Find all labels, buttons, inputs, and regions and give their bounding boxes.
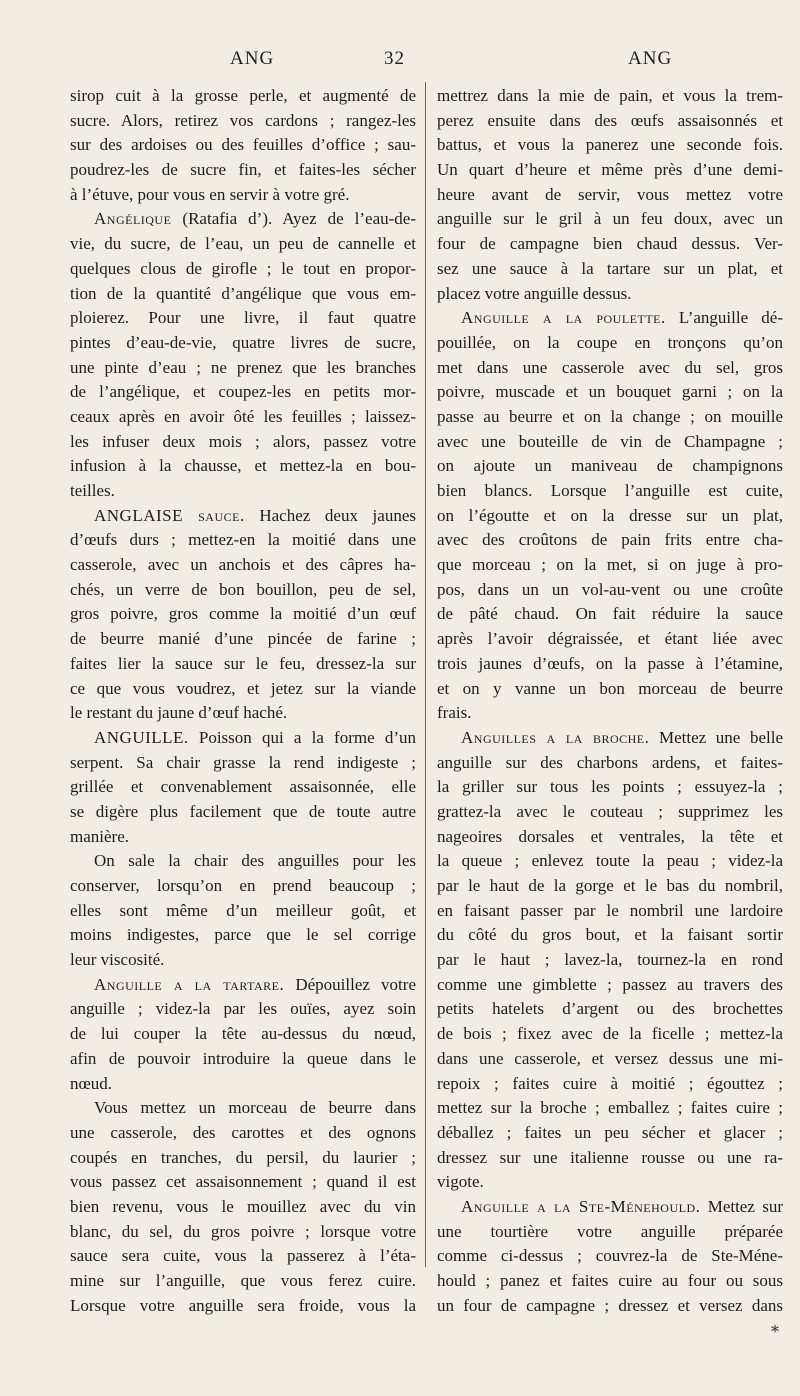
line-text: mine sur l’anguille, que vous ferez cuire. <box>70 1271 416 1290</box>
entry-heading: ANGUILLE. <box>94 727 189 747</box>
line-text: ceaux après en avoir ôté les feuilles ; laissez- <box>70 406 416 426</box>
line-text: à l’étuve, pour vous en servir à votre gré. <box>70 184 350 204</box>
line-text: mettrez dans la mie de pain, et vous la trem- <box>437 86 783 105</box>
line-text: le restant du jaune d’œuf haché. <box>70 703 288 723</box>
line-text: on l’égoutte et on la dresse sur un plat, <box>437 505 783 525</box>
text-line <box>70 553 416 578</box>
text-line <box>437 1146 783 1171</box>
line-text: d’œufs durs ; mettez-en la moitié dans une <box>70 530 416 550</box>
text-line <box>437 825 783 850</box>
line-text: On sale la chair des anguilles pour les <box>94 851 416 871</box>
text-line <box>437 183 783 208</box>
line-text: vous passez cet assaisonnement ; quand il est <box>70 1172 416 1192</box>
line-text: par le haut de la gorge et le bas du nombril, <box>437 876 783 895</box>
line-text: placez votre anguille dessus. <box>437 283 632 303</box>
line-text: pos, dans un un vol-au-vent ou une croûte <box>437 579 783 599</box>
line-text: sauce sera cuite, vous la passerez à l’éta- <box>70 1246 416 1266</box>
text-line <box>70 1195 416 1220</box>
line-text: de lui couper la tête au-dessus du nœud, <box>70 1024 416 1044</box>
text-line <box>70 726 416 751</box>
line-text: blanc, du sel, du gros poivre ; lorsque votre <box>70 1221 416 1241</box>
header-right: ANG <box>628 48 673 69</box>
text-line <box>437 454 783 479</box>
text-line <box>437 1121 783 1146</box>
footer-mark: * <box>771 1322 779 1341</box>
text-line <box>70 1244 416 1269</box>
text-line <box>70 504 416 529</box>
entry-heading: Anguille a la tartare. <box>94 974 285 994</box>
line-text: vie, du sucre, de l’eau, un peu de cannelle et <box>70 234 416 254</box>
text-line <box>70 849 416 874</box>
text-line <box>70 232 416 257</box>
line-text: mettez sur la broche ; emballez ; faites cuire ; <box>437 1098 783 1118</box>
text-line <box>70 84 416 109</box>
line-text: et on y vanne un bon morceau de beurre <box>437 678 783 698</box>
line-text: anguille sur le gril à un feu doux, avec un <box>437 209 783 229</box>
text-line <box>437 158 783 183</box>
text-line <box>437 973 783 998</box>
text-line <box>70 652 416 677</box>
text-line <box>437 997 783 1022</box>
line-text: bien revenu, vous le mouillez avec du vin <box>70 1196 416 1216</box>
line-text: ce que vous voudrez, et jetez sur la viande <box>70 678 416 698</box>
line-text: après l’avoir dégraissée, et étant liée avec <box>437 629 783 649</box>
line-text: casserole, avec un anchois et des câpres ha- <box>70 555 416 575</box>
line-text: Lorsque votre anguille sera froide, vous la <box>70 1295 416 1315</box>
line-text: chés, un verre de bon bouillon, peu de sel, <box>70 579 416 599</box>
line-text: pintes d’eau-de-vie, quatre livres de sucre, <box>70 332 416 352</box>
line-text: par le haut ; lavez-la, tournez-la en rond <box>437 950 783 970</box>
line-text: une pinte d’eau ; ne prenez que les branches <box>70 357 416 377</box>
text-line <box>437 207 783 232</box>
text-line <box>70 751 416 776</box>
text-line <box>70 701 416 726</box>
entry-heading: Anguilles a la broche. <box>461 727 650 747</box>
line-text: quelques clous de girofle ; le tout en propor- <box>70 258 416 278</box>
line-text: frais. <box>437 703 472 723</box>
line-text: nageoires dorsales et ventrales, la tête et <box>437 826 783 846</box>
text-line <box>437 553 783 578</box>
text-line <box>70 800 416 825</box>
text-line <box>437 528 783 553</box>
text-line <box>437 257 783 282</box>
line-text: infusion à la chausse, et mettez-la en bou- <box>70 456 416 476</box>
text-line <box>70 825 416 850</box>
line-text: comme une gimblette ; passez au travers des <box>437 974 783 994</box>
text-line <box>70 331 416 356</box>
text-line <box>437 282 783 307</box>
entry-heading: Anguille a la poulette. <box>461 308 666 328</box>
line-text: battus, et vous la panerez une seconde fois. <box>437 135 783 155</box>
text-line <box>437 331 783 356</box>
entry-heading: Angélique <box>94 209 172 229</box>
line-text: repoix ; faites cuire à moitié ; égouttez ; <box>437 1073 783 1093</box>
line-text: elles sont même d’un meilleur goût, et <box>70 900 416 920</box>
text-line <box>437 1269 783 1294</box>
line-text: la griller sur tous les points ; essuyez-la ; <box>437 777 783 797</box>
left-column <box>70 84 416 1318</box>
line-text: les infuser deux mois ; alors, passez votre <box>70 431 416 451</box>
text-line <box>70 158 416 183</box>
text-line <box>70 1121 416 1146</box>
text-line <box>437 652 783 677</box>
text-line <box>437 1220 783 1245</box>
text-line <box>437 109 783 134</box>
line-text: comme ci-dessus ; couvrez-la de Ste-Méne- <box>437 1246 783 1266</box>
line-text: conserver, lorsqu’on en prend beaucoup ; <box>70 876 416 895</box>
line-text: manière. <box>70 826 129 846</box>
text-line <box>437 1244 783 1269</box>
line-text: sucre. Alors, retirez vos cardons ; rangez-les <box>70 110 416 130</box>
line-text: passe au beurre et on la change ; on mouille <box>437 406 783 426</box>
text-line <box>70 948 416 973</box>
line-text: sur des ardoises ou des feuilles d’office ; sau- <box>70 135 416 155</box>
text-line <box>70 775 416 800</box>
text-line <box>70 923 416 948</box>
line-text: de l’angélique, et coupez-les en petits mor- <box>70 382 416 402</box>
entry-heading: Anguille a la Ste-Ménehould. <box>461 1196 701 1216</box>
line-text: se digère plus facilement que de toute autre <box>70 801 416 821</box>
line-text: sirop cuit à la grosse perle, et augmenté de <box>70 86 416 105</box>
text-line <box>70 479 416 504</box>
text-line <box>70 1022 416 1047</box>
text-line <box>70 602 416 627</box>
line-text: Un quart d’heure et même près d’une demi- <box>437 160 783 180</box>
text-line <box>70 380 416 405</box>
text-line <box>70 133 416 158</box>
text-line <box>70 997 416 1022</box>
line-text: déballez ; faites un peu sécher et glacer ; <box>437 1122 783 1142</box>
text-line <box>70 1146 416 1171</box>
line-text: teilles. <box>70 481 115 500</box>
line-text: en faisant passer par le nombril une lardoire <box>437 900 783 920</box>
text-line <box>437 923 783 948</box>
text-line <box>70 528 416 553</box>
text-line <box>70 578 416 603</box>
text-line <box>70 356 416 381</box>
line-text: Dépouillez votre <box>284 974 416 994</box>
line-text: bien blancs. Lorsque l’anguille est cuite, <box>437 481 783 500</box>
text-line <box>70 405 416 430</box>
text-line <box>70 899 416 924</box>
text-line <box>437 775 783 800</box>
text-line <box>70 973 416 998</box>
line-text: coupés en tranches, du persil, du laurier ; <box>70 1147 416 1167</box>
text-line <box>70 1047 416 1072</box>
text-line <box>437 356 783 381</box>
line-text: Poisson qui a la forme d’un <box>188 727 416 747</box>
line-text: Hachez deux jaunes <box>244 505 416 525</box>
text-line <box>70 430 416 455</box>
line-text: petits hatelets d’argent ou des brochettes <box>437 999 783 1019</box>
text-line <box>437 380 783 405</box>
line-text: anguille sur des charbons ardens, et faites- <box>437 752 783 772</box>
text-line <box>437 133 783 158</box>
line-text: serpent. Sa chair grasse la rend indigeste ; <box>70 752 416 772</box>
text-line <box>437 232 783 257</box>
line-text: la queue ; enlevez toute la peau ; videz-la <box>437 851 783 871</box>
text-line <box>437 1072 783 1097</box>
line-text: sez une sauce à la tartare sur un plat, et <box>437 258 783 278</box>
line-text: heure avant de servir, vous mettez votre <box>437 184 783 204</box>
text-line <box>437 726 783 751</box>
text-line <box>437 1195 783 1220</box>
line-text: une casserole, des carottes et des ognons <box>70 1122 416 1142</box>
line-text: tion de la quantité d’angélique que vous em- <box>70 283 416 303</box>
text-line <box>70 183 416 208</box>
line-text: afin de pouvoir introduire la queue dans le <box>70 1048 416 1068</box>
line-text: nœud. <box>70 1073 113 1093</box>
text-line <box>437 405 783 430</box>
line-text: met dans une casserole avec du sel, gros <box>437 357 783 377</box>
line-text: hould ; panez et faites cuire au four ou sous <box>437 1271 783 1290</box>
line-text: gros poivre, gros comme la moitié d’un œuf <box>70 604 416 624</box>
text-line <box>437 84 783 109</box>
text-line <box>437 1022 783 1047</box>
line-text: avec des croûtons de pain frits entre cha- <box>437 530 783 550</box>
line-text: que morceau ; on la met, si on juge à pro- <box>437 555 783 575</box>
line-text: trois jaunes d’œufs, on la passe à l’étamine, <box>437 653 783 673</box>
entry-heading: ANGLAISE sauce. <box>94 505 245 525</box>
text-line <box>437 874 783 899</box>
line-text: de beurre manié d’une pincée de farine ; <box>70 629 416 649</box>
text-line <box>437 504 783 529</box>
line-text: grattez-la avec le couteau ; supprimez les <box>437 801 783 821</box>
line-text: un four de campagne ; dressez et versez dans <box>437 1295 783 1315</box>
text-line <box>70 677 416 702</box>
text-line <box>437 899 783 924</box>
line-text: ploierez. Pour une livre, il faut quatre <box>70 308 416 328</box>
line-text: L’anguille dé- <box>665 308 783 328</box>
line-text: de pâté chaud. On fait réduire la sauce <box>437 604 783 624</box>
text-line <box>70 1170 416 1195</box>
line-text: anguille ; videz-la par les ouïes, ayez soin <box>70 999 416 1019</box>
text-line <box>437 701 783 726</box>
running-head <box>0 48 800 74</box>
text-line <box>70 306 416 331</box>
line-text: poudrez-les de sucre fin, et faites-les sécher <box>70 160 416 180</box>
line-text: faites lier la sauce sur le feu, dressez-la sur <box>70 653 416 673</box>
line-text: poivre, muscade et un bouquet garni ; on la <box>437 382 783 402</box>
text-line <box>437 479 783 504</box>
text-line <box>437 430 783 455</box>
line-text: perez ensuite dans des œufs assaisonnés et <box>437 110 783 130</box>
text-line <box>437 602 783 627</box>
text-line <box>70 1072 416 1097</box>
right-column <box>437 84 783 1318</box>
line-text: leur viscosité. <box>70 950 165 970</box>
text-line <box>437 578 783 603</box>
column-divider <box>425 82 426 1267</box>
line-text: une tourtière votre anguille préparée <box>437 1221 783 1241</box>
text-line <box>70 1294 416 1319</box>
text-line <box>437 1294 783 1319</box>
line-text: pouillée, on la coupe en tronçons qu’on <box>437 332 783 352</box>
line-text: dans une casserole, et versez dessus une mi- <box>437 1048 783 1068</box>
text-line <box>437 849 783 874</box>
text-line <box>437 948 783 973</box>
line-text: de bois ; fixez avec de la ficelle ; mettez-la <box>437 1024 783 1044</box>
line-text: Vous mettez un morceau de beurre dans <box>94 1098 416 1118</box>
text-line <box>70 282 416 307</box>
line-text: dressez sur une italienne rousse ou une ra- <box>437 1147 783 1167</box>
text-line <box>437 800 783 825</box>
text-line <box>437 627 783 652</box>
text-line <box>70 627 416 652</box>
line-text: avec une bouteille de vin de Champagne ; <box>437 431 783 451</box>
line-text: Mettez sur <box>700 1196 784 1216</box>
line-text: on ajoute un maniveau de champignons <box>437 456 783 476</box>
text-line <box>437 1170 783 1195</box>
line-text: vigote. <box>437 1172 484 1192</box>
text-line <box>70 454 416 479</box>
line-text: Mettez une belle <box>649 727 783 747</box>
line-text: moins indigestes, parce que le sel corrige <box>70 925 416 945</box>
text-line <box>437 306 783 331</box>
text-line <box>437 1096 783 1121</box>
text-line <box>437 751 783 776</box>
text-line <box>70 257 416 282</box>
text-line <box>70 207 416 232</box>
text-line <box>70 1096 416 1121</box>
page-number: 32 <box>384 48 405 69</box>
header-left: ANG <box>230 48 275 69</box>
line-text: four de campagne bien chaud dessus. Ver- <box>437 234 783 254</box>
text-line <box>70 874 416 899</box>
line-text: grillée et convenablement assaisonnée, elle <box>70 777 416 797</box>
text-line <box>70 109 416 134</box>
text-line <box>437 677 783 702</box>
line-text: du côté du gros bout, et la faisant sortir <box>437 925 783 945</box>
text-line <box>70 1269 416 1294</box>
line-text: (Ratafia d’). Ayez de l’eau-de- <box>171 209 416 229</box>
text-line <box>437 1047 783 1072</box>
text-line <box>70 1220 416 1245</box>
